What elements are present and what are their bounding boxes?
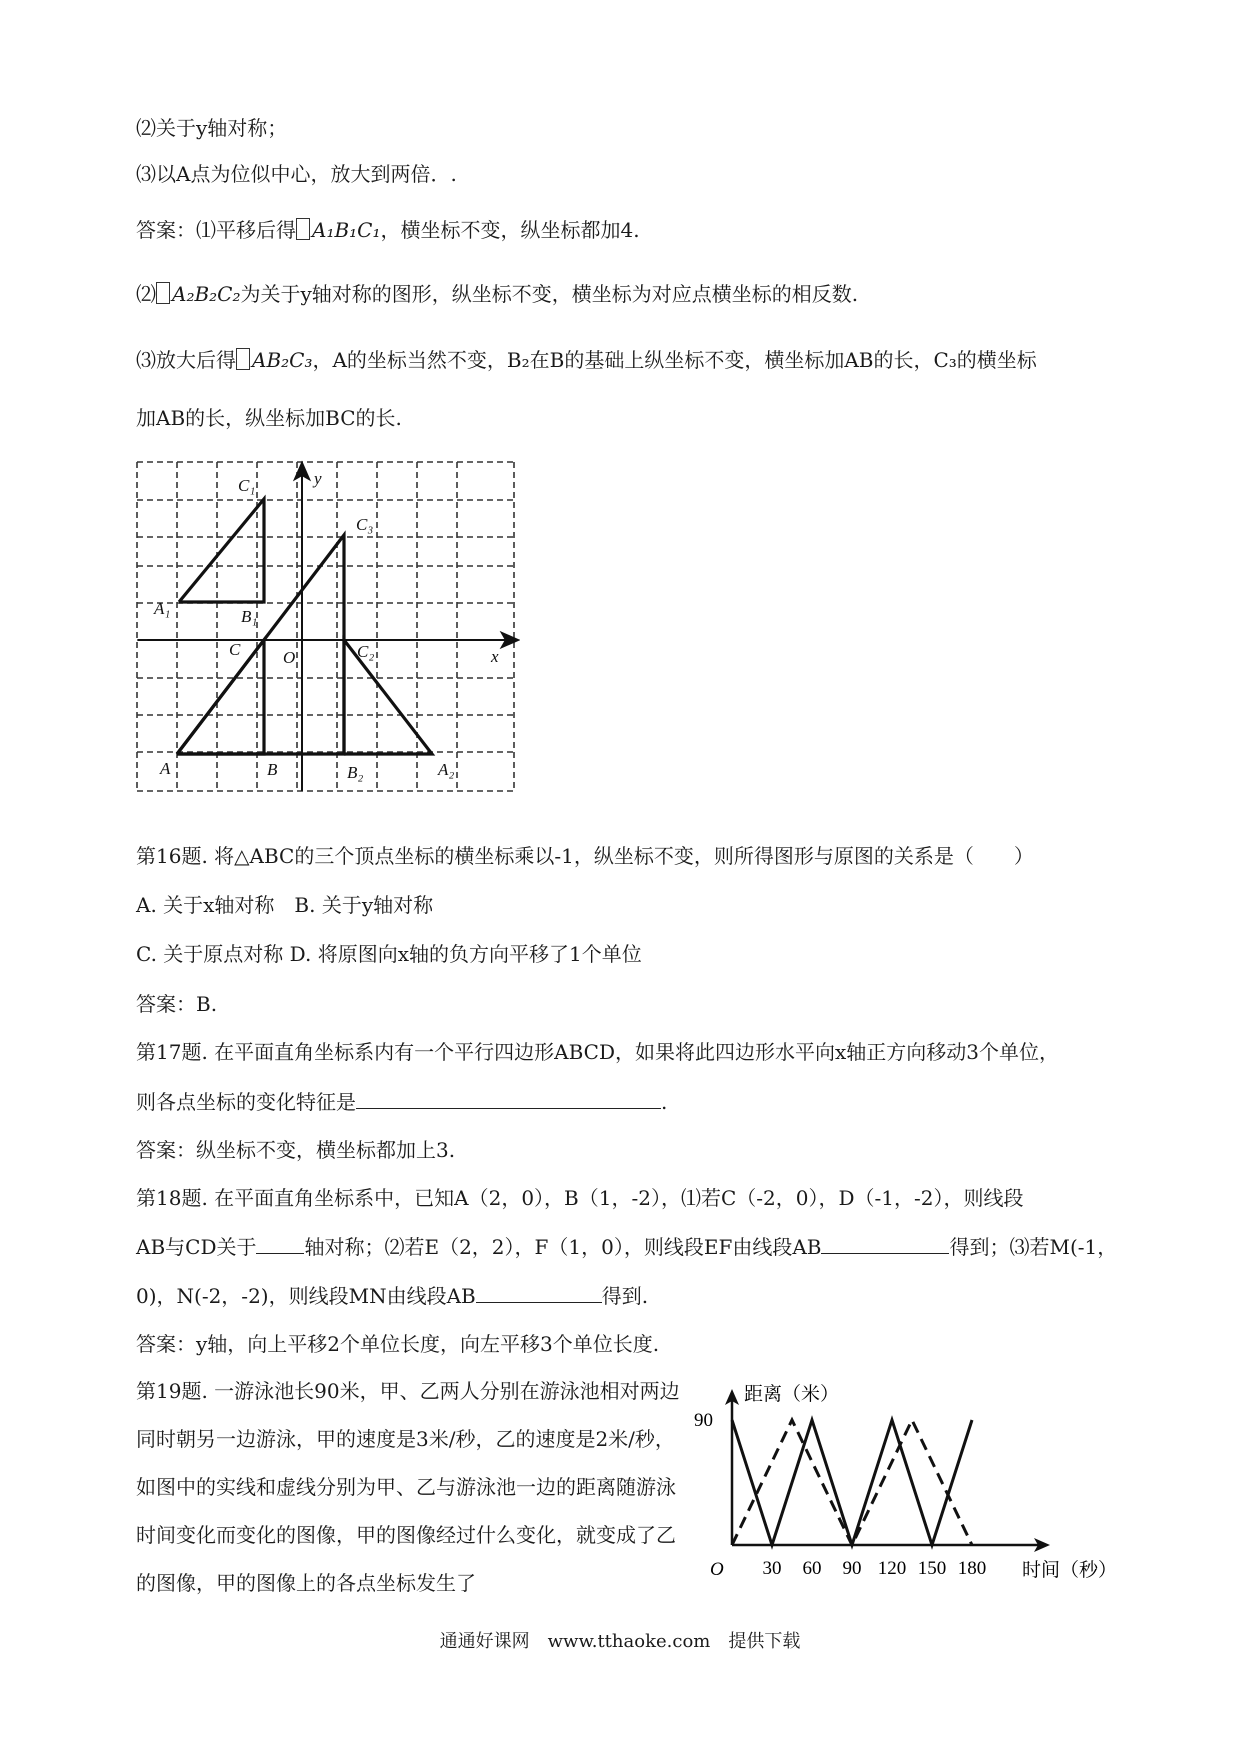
q18-line2-a: AB与CD关于: [136, 1235, 257, 1259]
x-tick-label: 90: [842, 1558, 862, 1579]
q17-answer-blank: [356, 1090, 661, 1109]
series-line-dashed: [732, 1420, 972, 1545]
q18-line2: [136, 1233, 1117, 1261]
triangle-ab2c3-shape: [177, 535, 344, 754]
coordinate-grid-figure: [130, 455, 520, 795]
triangles: [177, 499, 432, 754]
answer-2-lead: ⑵: [136, 282, 156, 306]
triangle-symbol: [156, 282, 170, 304]
q17-line2-end: .: [661, 1090, 668, 1114]
q16-options-cd: C. 关于原点对称 D. 将原图向x轴的负方向平移了1个单位: [136, 942, 642, 966]
label-a1: A₁: [154, 599, 171, 618]
answer-part-3-cont: 加AB的长，纵坐标加BC的长.: [136, 406, 402, 430]
triangle-symbol: [296, 218, 310, 240]
q18-blank-3: [476, 1284, 602, 1303]
q19-text: 第19题. 一游泳池长90米，甲、乙两人分别在游泳池相对两边同时朝另一边游泳，甲的速度是3米/秒，乙的速度是2米/秒，如图中的实线和虚线分别为甲、乙与游泳池一边的距离随游泳时间变化而变化的图像，甲的图像经过什么变化，就变成了乙的图像，甲的图像上的各点坐标发生了: [136, 1379, 680, 1595]
label-y: y: [314, 469, 322, 488]
q18-line2-b: 轴对称；⑵若E（2，2），F（1，0），则线段EF由线段AB: [304, 1235, 822, 1259]
series-line-solid: [732, 1420, 972, 1545]
triangle-a2b2c2: A₂B₂C₂: [172, 282, 241, 306]
axes: [138, 463, 518, 791]
footer: 通通好课网 www.tthaoke.com 提供下载: [439, 1631, 801, 1652]
q19-distance-time-chart: [690, 1370, 1140, 1590]
x-tick-label: 180: [957, 1558, 987, 1579]
triangle-ab2c3: AB₂C₃: [252, 348, 313, 372]
answer-1-lead: 答案：⑴平移后得: [136, 218, 296, 242]
answer-3-lead: ⑶放大后得: [136, 348, 236, 372]
q18-line3: [136, 1282, 648, 1310]
q18-stem: 第18题. 在平面直角坐标系中，已知A（2，0），B（1，-2），⑴若C（-2，0），D（-1，-2），则线段: [136, 1186, 1024, 1210]
q18-blank-1: [256, 1235, 304, 1254]
triangle-a1b1c1: A₁B₁C₁: [312, 218, 381, 242]
label-b2: B₂: [347, 763, 364, 782]
q16-answer: 答案：B.: [136, 992, 218, 1016]
y-tick-label: 90: [694, 1410, 713, 1431]
q18-blank-2: [821, 1235, 949, 1254]
line-2: ⑶以A点为位似中心，放大到两倍．.: [136, 162, 457, 186]
grid-lines: [137, 462, 514, 791]
answer-part-2: [136, 280, 858, 308]
q16-stem: 第16题. 将△ABC的三个顶点坐标的横坐标乘以-1，纵坐标不变，则所得图形与原图的关系是（ ）: [136, 844, 1034, 868]
answer-3-rest: ，A的坐标当然不变，B₂在B的基础上纵坐标不变，横坐标加AB的长，C₃的横坐标: [312, 348, 1037, 372]
q17-line2: [136, 1088, 667, 1116]
x-tick-label: 30: [762, 1558, 782, 1579]
q16-options-ab: A. 关于x轴对称 B. 关于y轴对称: [136, 893, 434, 917]
answer-1-rest: ，横坐标不变，纵坐标都加4.: [380, 218, 640, 242]
label-b1: B₁: [241, 607, 258, 626]
point-labels: [153, 469, 499, 782]
origin-label: O: [710, 1559, 724, 1580]
label-x: x: [491, 647, 499, 666]
triangle-a1b1c1-shape: [179, 499, 264, 602]
q18-line2-c: 得到；⑶若M(-1，: [949, 1235, 1118, 1259]
x-tick-label: 150: [917, 1558, 947, 1579]
answer-part-3: [136, 346, 1037, 374]
answer-part-1: [136, 216, 640, 244]
label-origin: O: [283, 648, 296, 667]
label-c1: C₁: [238, 476, 256, 495]
label-c2: C₂: [357, 642, 375, 661]
label-a: A: [160, 759, 171, 778]
label-c3: C₃: [356, 515, 374, 534]
q18-answer: 答案：y轴，向上平移2个单位长度，向左平移3个单位长度.: [136, 1332, 660, 1356]
triangle-symbol: [236, 348, 250, 370]
y-axis-label: 距离（米）: [744, 1384, 840, 1405]
label-b: B: [267, 760, 278, 779]
x-axis-label: 时间（秒）: [1022, 1560, 1118, 1581]
q17-answer: 答案：纵坐标不变，横坐标都加上3.: [136, 1138, 456, 1162]
q18-line3-a: 0)，N(-2，-2)，则线段MN由线段AB: [136, 1284, 476, 1308]
q17-stem: 第17题. 在平面直角坐标系内有一个平行四边形ABCD，如果将此四边形水平向x轴正方向移动3个单位，: [136, 1040, 1060, 1064]
x-tick-label: 120: [877, 1558, 907, 1579]
q18-line3-b: 得到.: [601, 1284, 649, 1308]
answer-2-rest: 为关于y轴对称的图形，纵坐标不变，横坐标为对应点横坐标的相反数.: [240, 282, 859, 306]
label-a2: A₂: [438, 760, 455, 779]
q17-line2-text: 则各点坐标的变化特征是: [136, 1090, 356, 1114]
x-tick-label: 60: [802, 1558, 822, 1579]
line-1: ⑵关于y轴对称；: [136, 116, 288, 140]
label-c: C: [229, 640, 241, 659]
